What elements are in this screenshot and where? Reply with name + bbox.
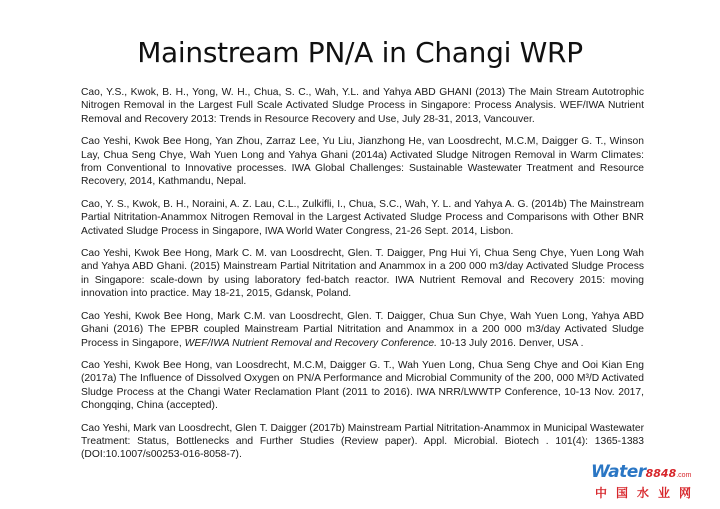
logo-chinese-text: 中国水业网 bbox=[595, 486, 701, 500]
reference-item: Cao Yeshi, Mark van Loosdrecht, Glen T. Daigger (2017b) Mainstream Partial Nitritation-Anammox in Municipal Wastewater Treatment: Status, Bottlenecks and Further Studies (Review paper). Appl. Microbial. Biotech . 101(4): 1365-1383 (DOI:10.1007/s00253-016-8058-7). bbox=[81, 422, 644, 461]
page-title: Mainstream PN/A in Changi WRP bbox=[137, 36, 583, 69]
reference-item: Cao Yeshi, Kwok Bee Hong, Mark C.M. van Loosdrecht, Glen. T. Daigger, Chua Sun Chye, Wah Yuen Long, Yahya ABD Ghani (2016) The EPBR coupled Mainstream Partial Nitritation and Anammox in a 200 000 m3/day Activated Sludge Process in Singapore, WEF/IWA Nutrient Removal and Recovery Conference. 10-13 July 2016. Denver, USA . bbox=[81, 310, 644, 349]
reference-list bbox=[81, 86, 644, 471]
logo-number-text: 8848 bbox=[645, 467, 677, 480]
reference-item: Cao, Y. S., Kwok, B. H., Noraini, A. Z. Lau, C.L., Zulkifli, I., Chua, S.C., Wah, Y. L. and Yahya A. G. (2014b) The Mainstream Partial Nitritation-Anammox Nitrogen Removal in the Largest Activated Sludge Process and Comparisons with Other BNR Activated Sludge Process in Singapore, IWA World Water Congress, 21-26 Sept. 2014, Lisbon. bbox=[81, 198, 644, 237]
reference-item: Cao Yeshi, Kwok Bee Hong, Yan Zhou, Zarraz Lee, Yu Liu, Jianzhong He, van Loosdrecht, M.C.M, Daigger G. T., Winson Lay, Chua Seng Chye, Wah Yuen Long and Yahya Ghani (2014a) Activated Sludge Nitrogen Removal in Warm Climates: from Conventional to Innovative processes. IWA Global Challenges: Sustainable Wastewater Treatment and Resource Recovery, 2014, Kathmandu, Nepal. bbox=[81, 136, 644, 188]
reference-item: Cao, Y.S., Kwok, B. H., Yong, W. H., Chua, S. C., Wah, Y.L. and Yahya ABD GHANI (2013) The Main Stream Autotrophic Nitrogen Removal in the Largest Full Scale Activated Sludge Process in Singapore: Process Analysis. WEF/IWA Nutrient Removal and Recovery 2013: Trends in Resource Recovery and Use, July 28-31, 2013, Vancouver. bbox=[81, 87, 644, 125]
logo-water-text: Water bbox=[591, 462, 646, 482]
reference-item: Cao Yeshi, Kwok Bee Hong, van Loosdrecht, M.C.M, Daigger G. T., Wah Yuen Long, Chua Seng Chye and Ooi Kian Eng (2017a) The Influence of Dissolved Oxygen on PN/A Performance and Microbial Community of the 200, 000 M³/D Activated Sludge Process at the Changi Water Reclamation Plant (2011 to 2016). IWA NRR/LWWTP Conference, 10-13 Nov. 2017, Chongqing, China (accepted). bbox=[81, 359, 644, 412]
watermark-logo bbox=[591, 462, 711, 502]
logo-domain-text: .com bbox=[676, 472, 692, 479]
reference-item: Cao Yeshi, Kwok Bee Hong, Mark C. M. van Loosdrecht, Glen. T. Daigger, Png Hui Yi, Chua Seng Chye, Yuen Long Wah and Yahya ABD Ghani. (2015) Mainstream Partial Nitritation and Anammox in a 200 000 m3/day Activated Sludge Process in Singapore: scale-down by using laboratory fed-batch reactor. IWA Nutrient Removal and Recovery 2015: moving innovation into practice. May 18-21, 2015, Gdansk, Poland. bbox=[81, 248, 644, 300]
reference-italic-venue: WEF/IWA Nutrient Removal and Recovery Conference. bbox=[184, 337, 437, 349]
